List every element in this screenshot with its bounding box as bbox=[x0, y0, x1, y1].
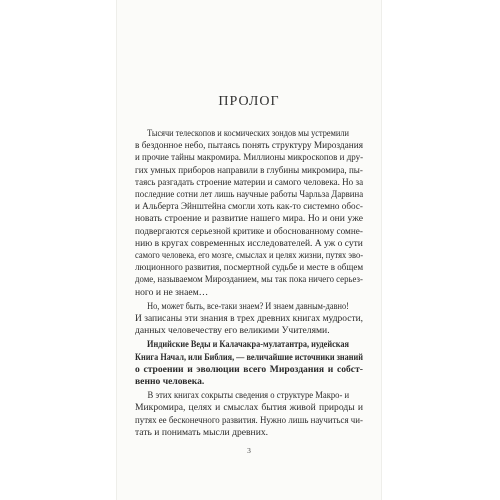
page-number: 3 bbox=[247, 446, 251, 455]
text-line: о строении и эволюции всего Мироздания и собст- bbox=[135, 363, 363, 375]
text-line: данных человечеству его великими Учителями. bbox=[135, 325, 330, 337]
text-line: последние сотни лет лишь научные работы Чарльза Дарвина bbox=[135, 189, 364, 201]
paragraph bbox=[135, 301, 381, 338]
text-line: И записаны эти знания в трех древних книгах мудрости, bbox=[135, 313, 364, 325]
chapter-title: ПРОЛОГ bbox=[218, 94, 280, 109]
text-line: венно человека. bbox=[135, 376, 205, 388]
text-line: самого человека, его мозге, смыслах и целях жизни, путях эво- bbox=[135, 250, 364, 262]
text-line: Книга Начал, или Библия, — величайшие источники знаний bbox=[135, 351, 364, 363]
page-content bbox=[117, 94, 381, 441]
text-line: в бездонное небо, пытаясь понять структуру Мироздания bbox=[135, 140, 364, 152]
text-line: подвергаются серьезной критике и обоснованному сомне- bbox=[135, 225, 363, 237]
book-page bbox=[117, 0, 381, 500]
text-line: В этих книгах сокрыты сведения о структуре Макро- и bbox=[147, 390, 350, 402]
text-line: ного и не знаем… bbox=[135, 286, 209, 298]
text-line: и прочие тайны макромира. Миллионы микроскопов и дру- bbox=[135, 152, 364, 164]
text-line: Тысячи телескопов и космических зондов мы устремили bbox=[147, 128, 349, 139]
text-line: и Альберта Эйнштейна смогли хоть как-то системно обос- bbox=[135, 201, 363, 213]
text-line: путях ее бесконечного развития. Нужно лишь научиться чи- bbox=[135, 414, 363, 426]
text-line: нию в кругах современных исследователей. А уж о сути bbox=[135, 237, 363, 249]
paragraph bbox=[135, 339, 381, 388]
text-line: Микромира, целях и смыслах бытия живой природы и bbox=[135, 402, 363, 414]
text-line: Но, может быть, все-таки знаем? И знаем давным-давно! bbox=[147, 300, 349, 312]
text-line: таясь разгадать строение материи и самого человека. Но за bbox=[135, 176, 364, 188]
text-line: тать и понимать мысли древних. bbox=[135, 426, 269, 438]
body-text bbox=[135, 128, 381, 439]
text-line: доме, называемом Мирозданием, мы так пока ничего серьез- bbox=[135, 274, 363, 286]
text-line: Индийские Веды и Калачакра-мулатантра, иудейская bbox=[147, 339, 350, 351]
text-line: новать строение и развитие нашего мира. Но и они уже bbox=[135, 213, 363, 225]
paragraph bbox=[135, 390, 381, 439]
text-line: люционного развития, посмертной судьбе и месте в общем bbox=[135, 262, 364, 274]
paragraph bbox=[135, 128, 381, 299]
text-line: гих умных приборов направили в глубины микромира, пы- bbox=[135, 164, 363, 176]
